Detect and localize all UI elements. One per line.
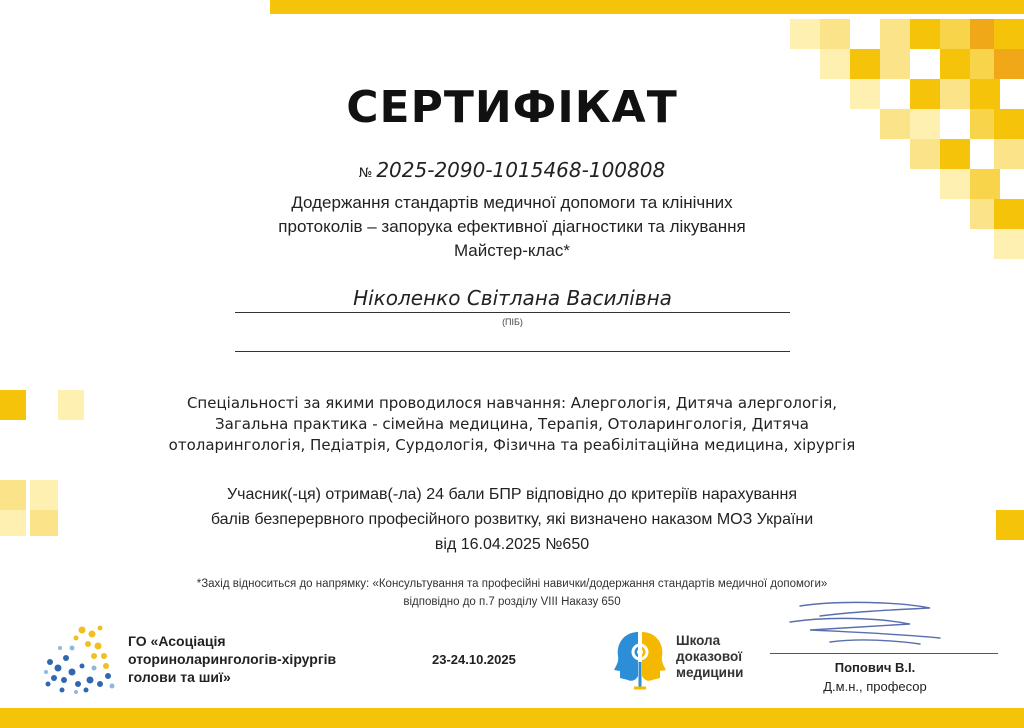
association-name [128, 632, 336, 686]
association-logo [42, 622, 122, 694]
handwritten-signature [770, 598, 1000, 658]
decorative-mosaic-left [0, 390, 90, 540]
points-line-2: балів безперервного професійного розвитку, які визначено наказом МОЗ України [210, 511, 814, 528]
association-line-1: ГО «Асоціація [128, 633, 226, 649]
specialties-text [80, 393, 944, 456]
school-logo [610, 622, 670, 694]
blank-underline [235, 351, 790, 352]
participant-name: Ніколенко Світлана Василівна [353, 286, 672, 310]
top-decorative-band [270, 0, 1024, 14]
name-underline [235, 312, 790, 313]
course-line-1: Додержання стандартів медичної допомоги та клінічних [291, 193, 733, 212]
course-line-2: протоколів – запорука ефективної діагностики та лікування [278, 217, 746, 236]
certificate-title: СЕРТИФІКАТ [346, 82, 678, 133]
signer-title: Д.м.н., професор [823, 679, 927, 694]
footnote-line-2: відповідно до п.7 розділу VIII Наказу 650 [403, 596, 621, 608]
name-caption: (ПІБ) [502, 317, 523, 327]
footnote-line-1: *Захід відноситься до напрямку: «Консультування та професійні навички/додержання стандартів медичної допомоги» [196, 578, 828, 590]
points-line-3: від 16.04.2025 №650 [434, 536, 590, 553]
signature-line [770, 653, 998, 654]
signer-name: Попович В.І. [834, 660, 916, 675]
certificate-number [0, 158, 1024, 182]
bottom-decorative-band [0, 708, 1024, 728]
association-line-3: голови та шиї» [128, 669, 231, 685]
specialties-line-1: Спеціальності за якими проводилося навчання: Алергологія, Дитяча алергологія, [186, 394, 838, 412]
event-date: 23-24.10.2025 [432, 652, 516, 667]
course-type: Майстер-клас* [453, 241, 571, 260]
decorative-mosaic-right [996, 510, 1024, 540]
points-text [130, 482, 894, 557]
number-sign: № [358, 166, 373, 181]
school-line-2: доказової [676, 649, 743, 664]
certificate-number-value: 2025-2090-1015468-100808 [376, 158, 666, 182]
course-title [160, 191, 864, 263]
specialties-line-2: Загальна практика - сімейна медицина, Терапія, Отоларингологія, Дитяча [215, 415, 809, 433]
school-line-3: медицини [676, 665, 744, 680]
points-line-1: Учасник(-ця) отримав(-ла) 24 бали БПР відповідно до критеріїв нарахування [227, 486, 797, 503]
association-line-2: оториноларингологів-хірургів [128, 651, 337, 667]
school-line-1: Школа [676, 633, 721, 648]
school-name [676, 633, 743, 681]
specialties-line-3: отоларингологія, Педіатрія, Сурдологія, Фізична та реабілітаційна медицина, хірургія [168, 436, 856, 454]
